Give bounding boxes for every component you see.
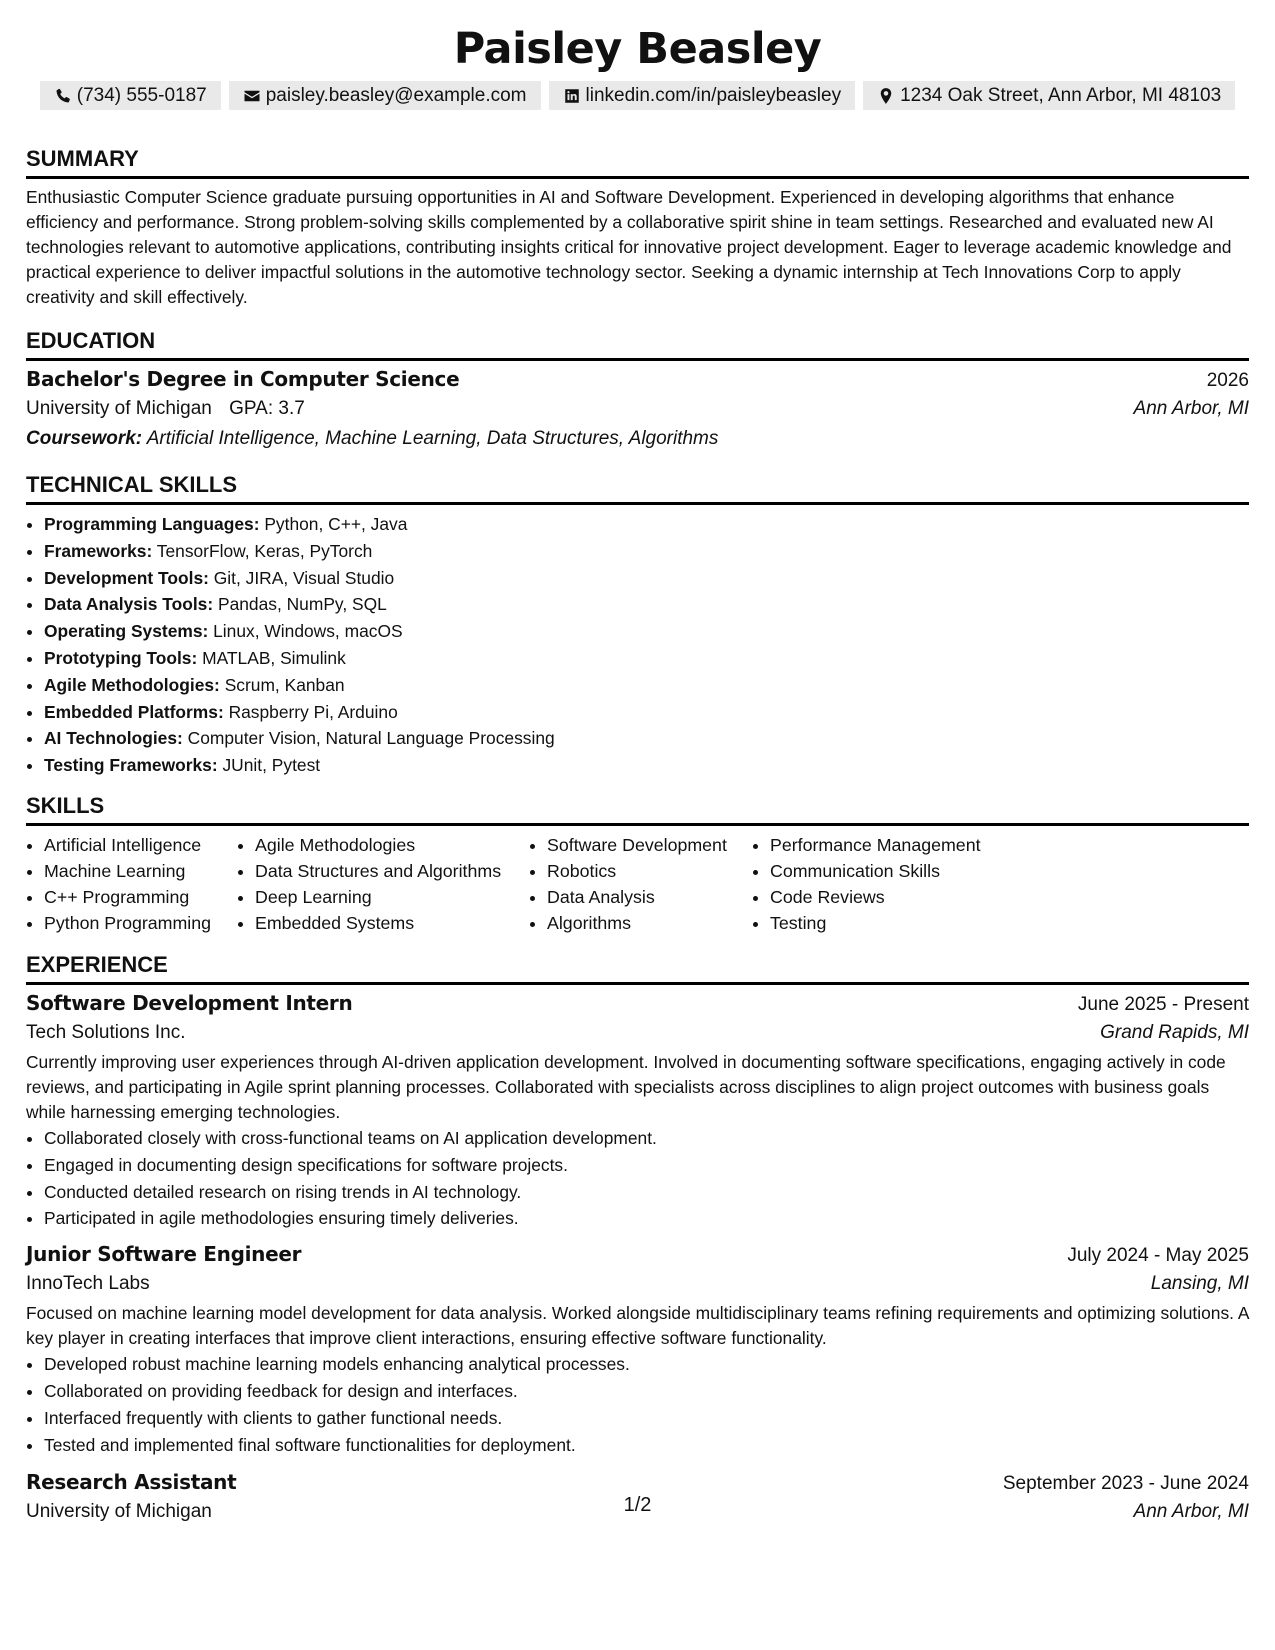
coursework	[26, 428, 1249, 450]
section-divider	[26, 502, 1249, 505]
education-section	[26, 328, 1249, 450]
list-item: • Python Programming	[44, 910, 237, 936]
job-header	[26, 991, 1249, 1016]
list-item: • Communication Skills	[770, 858, 981, 884]
experience-entry	[26, 1242, 1249, 1458]
list-item: • Conducted detailed research on rising trends in AI technology.	[44, 1179, 1249, 1206]
address-text: 1234 Oak Street, Ann Arbor, MI 48103	[900, 84, 1222, 106]
job-title: Software Development Intern	[26, 990, 353, 1015]
list-item	[44, 538, 1249, 565]
skill-values: Computer Vision, Natural Language Processing	[187, 728, 555, 749]
job-title: Research Assistant	[26, 1470, 237, 1495]
job-location: Lansing, MI	[1150, 1273, 1249, 1295]
skill-values: Git, JIRA, Visual Studio	[213, 567, 395, 588]
coursework-list: Artificial Intelligence, Machine Learning, Data Structures, Algorithms	[146, 428, 719, 449]
list-item: • Artificial Intelligence	[44, 832, 237, 858]
list-item: • Collaborated closely with cross-functional teams on AI application development.	[44, 1125, 1249, 1152]
list-item: • Data Structures and Algorithms	[255, 858, 529, 884]
skill-category: Programming Languages:	[44, 514, 260, 534]
technical-skills-section	[26, 472, 1249, 779]
skill-category: Data Analysis Tools:	[44, 594, 214, 615]
job-subheader	[26, 1273, 1249, 1295]
education-location: Ann Arbor, MI	[1133, 398, 1249, 419]
list-item: • Engaged in documenting design specifications for software projects.	[44, 1152, 1249, 1179]
skills-grid	[26, 832, 1249, 936]
list-item: • Robotics	[547, 858, 752, 884]
section-title-education: EDUCATION	[26, 328, 156, 353]
list-item	[44, 645, 1249, 672]
list-item	[44, 511, 1249, 538]
list-item	[44, 752, 1249, 779]
phone-icon	[54, 87, 72, 105]
company-name: University of Michigan	[26, 1501, 212, 1523]
section-divider	[26, 176, 1249, 179]
job-dates: June 2025 - Present	[1077, 993, 1249, 1015]
list-item: • Agile Methodologies	[255, 832, 529, 858]
job-location: Ann Arbor, MI	[1133, 1501, 1249, 1523]
list-item	[44, 565, 1249, 592]
job-subheader	[26, 1022, 1249, 1044]
section-divider	[26, 358, 1249, 361]
resume-page	[26, 0, 1249, 1650]
skill-values: Scrum, Kanban	[224, 674, 345, 695]
skill-category: Prototyping Tools:	[44, 647, 198, 668]
list-item: • Interfaced frequently with clients to gather functional needs.	[44, 1405, 1249, 1432]
list-item: • Collaborated on providing feedback for design and interfaces.	[44, 1378, 1249, 1405]
skill-category: Agile Methodologies:	[44, 674, 220, 695]
job-title: Junior Software Engineer	[26, 1242, 302, 1267]
email-text: paisley.beasley@example.com	[265, 84, 527, 106]
skills-column	[26, 832, 237, 936]
list-item: • C++ Programming	[44, 884, 237, 910]
page-number: 1/2	[623, 1494, 652, 1516]
skill-category: Development Tools:	[44, 567, 209, 588]
contact-email[interactable]	[229, 81, 541, 110]
experience-entry	[26, 991, 1249, 1232]
linkedin-icon	[563, 87, 581, 105]
education-header	[26, 367, 1249, 392]
graduation-year: 2026	[1206, 370, 1249, 391]
contact-phone[interactable]	[40, 81, 221, 110]
summary-section	[26, 146, 1249, 310]
company-name: InnoTech Labs	[26, 1273, 150, 1295]
job-dates: July 2024 - May 2025	[1067, 1245, 1249, 1267]
envelope-icon	[243, 87, 261, 105]
summary-text: Enthusiastic Computer Science graduate pursuing opportunities in AI and Software Development. Experienced in developing algorithms that enhance efficiency and performance. Strong problem-solving skills complemented by a collaborative spirit shine in team settings. Researched and evaluated new AI technologies relevant to automotive applications, contributing insights critical for innovative project development. Eager to leverage academic knowledge and practical experience to deliver impactful solutions in the automotive technology sector. Seeking a dynamic internship at Tech Innovations Corp to apply creativity and skill effectively.	[26, 187, 1232, 307]
section-title-experience: EXPERIENCE	[26, 951, 168, 977]
skill-values: Linux, Windows, macOS	[213, 621, 403, 642]
company-name: Tech Solutions Inc.	[26, 1021, 186, 1043]
skill-values: Pandas, NumPy, SQL	[217, 594, 387, 615]
section-divider	[26, 823, 1249, 826]
list-item: • Code Reviews	[770, 884, 981, 910]
job-header	[26, 1242, 1249, 1267]
skill-values: TensorFlow, Keras, PyTorch	[156, 540, 373, 561]
list-item: • Testing	[770, 910, 981, 936]
skills-column	[529, 832, 752, 936]
list-item: • Machine Learning	[44, 858, 237, 884]
phone-text: (734) 555-0187	[76, 84, 207, 106]
map-pin-icon	[877, 87, 895, 105]
list-item	[44, 699, 1249, 726]
list-item	[44, 591, 1249, 618]
list-item: • Algorithms	[547, 910, 752, 936]
contact-linkedin[interactable]	[549, 81, 856, 110]
job-bullets	[26, 1125, 1249, 1232]
job-bullets	[26, 1351, 1249, 1458]
skills-column	[237, 832, 529, 936]
section-title-summary: SUMMARY	[26, 146, 139, 171]
school-name: University of Michigan	[26, 398, 212, 419]
linkedin-text: linkedin.com/in/paisleybeasley	[585, 84, 842, 106]
list-item: • Developed robust machine learning models enhancing analytical processes.	[44, 1351, 1249, 1378]
contact-bar	[26, 81, 1249, 110]
job-description: Focused on machine learning model development for data analysis. Worked alongside multidisciplinary teams refining requirements and optimizing solutions. A key player in creating interfaces that improve client interactions, ensuring effective software functionality.	[26, 1303, 1249, 1349]
list-item: • Participated in agile methodologies ensuring timely deliveries.	[44, 1205, 1249, 1232]
coursework-label: Coursework:	[26, 428, 143, 449]
section-title-technical-skills: TECHNICAL SKILLS	[26, 472, 238, 497]
gpa: GPA: 3.7	[229, 398, 305, 419]
section-title-skills: SKILLS	[26, 792, 105, 818]
list-item: • Embedded Systems	[255, 910, 529, 936]
job-header	[26, 1470, 1249, 1495]
job-location: Grand Rapids, MI	[1100, 1021, 1249, 1043]
job-dates: September 2023 - June 2024	[1002, 1473, 1249, 1495]
education-subheader	[26, 398, 1249, 420]
skills-column	[752, 832, 981, 936]
list-item	[44, 672, 1249, 699]
skill-category: Testing Frameworks:	[44, 755, 218, 776]
list-item: • Performance Management	[770, 832, 981, 858]
list-item: • Data Analysis	[547, 884, 752, 910]
candidate-name: Paisley Beasley	[453, 24, 822, 74]
skill-category: AI Technologies:	[44, 728, 183, 749]
skill-category: Embedded Platforms:	[44, 701, 224, 722]
skill-category: Operating Systems:	[44, 621, 209, 642]
skill-values: JUnit, Pytest	[222, 755, 321, 776]
contact-address[interactable]	[863, 81, 1235, 110]
list-item: • Software Development	[547, 832, 752, 858]
list-item	[44, 725, 1249, 752]
skill-values: MATLAB, Simulink	[202, 647, 346, 668]
list-item: • Tested and implemented final software functionalities for deployment.	[44, 1432, 1249, 1459]
skill-values: Raspberry Pi, Arduino	[228, 701, 398, 722]
skill-category: Frameworks:	[44, 540, 153, 561]
section-divider	[26, 982, 1249, 985]
list-item	[44, 618, 1249, 645]
technical-skills-list	[26, 511, 1249, 779]
experience-section	[26, 952, 1249, 1523]
skill-values: Python, C++, Java	[264, 514, 408, 534]
skills-section	[26, 793, 1249, 936]
list-item: • Deep Learning	[255, 884, 529, 910]
degree-title: Bachelor's Degree in Computer Science	[26, 367, 460, 391]
job-description: Currently improving user experiences through AI-driven application development. Involved in documenting software specifications, engaging actively in code reviews, and participating in Agile sprint planning processes. Collaborated with specialists across disciplines to align project outcomes with business goals while harnessing emerging technologies.	[26, 1051, 1226, 1122]
